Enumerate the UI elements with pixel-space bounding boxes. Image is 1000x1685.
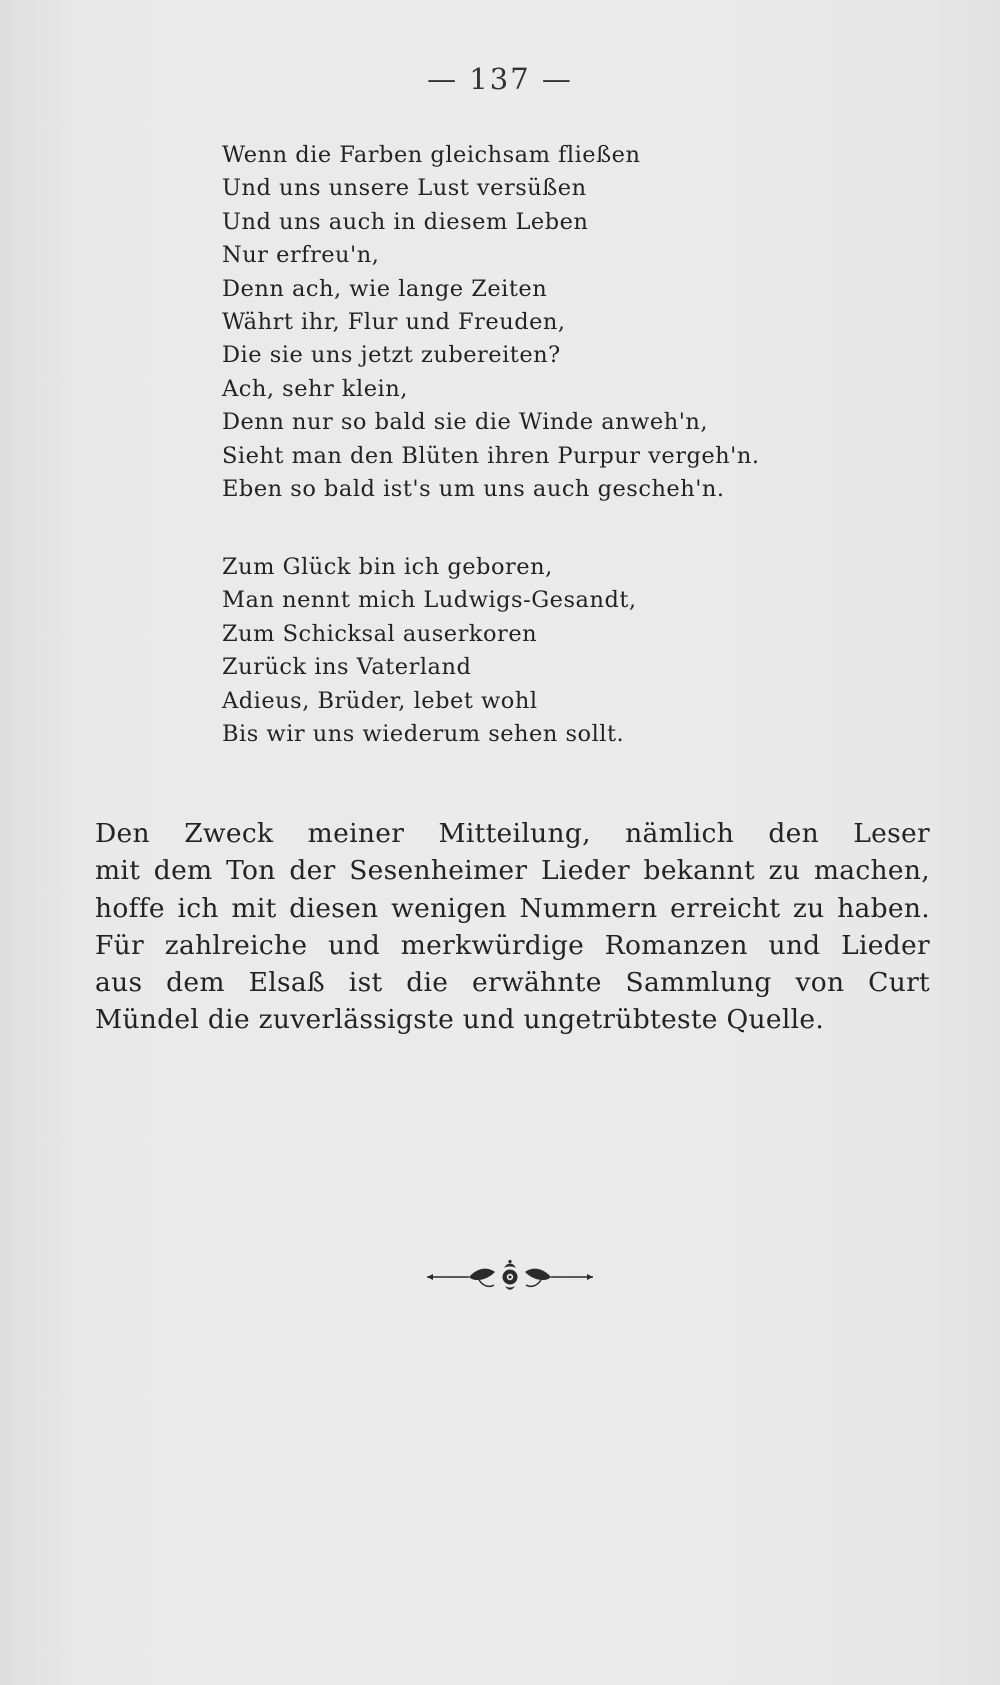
verse-line: Man nennt mich Ludwigs-Gesandt, [222, 587, 637, 614]
verse-line: Eben so bald ist's um uns auch gescheh'n. [222, 476, 725, 503]
prose-paragraph [95, 815, 930, 1039]
verse-line: Sieht man den Blüten ihren Purpur vergeh'n. [222, 442, 760, 469]
verse-line: Zum Schicksal auserkoren [222, 620, 538, 647]
floral-vignette-icon [425, 1258, 595, 1294]
verse-line: Zurück ins Vaterland [222, 654, 472, 681]
verse-line: Und uns unsere Lust versüßen [222, 175, 587, 202]
poem-stanza-2 [222, 551, 637, 751]
prose-line: Den Zweck meiner Mitteilung, nämlich den Leser [95, 818, 930, 849]
page-number: — 137 — [427, 62, 573, 96]
prose-line: Für zahlreiche und merkwürdige Romanzen und Lieder [95, 929, 930, 961]
verse-line: Adieus, Brüder, lebet wohl [222, 687, 538, 714]
poem-stanza-1 [222, 139, 760, 506]
verse-line: Ach, sehr klein, [222, 375, 408, 402]
prose-line: Mündel die zuverlässigste und ungetrübteste Quelle. [95, 1004, 825, 1036]
verse-line: Denn nur so bald sie die Winde anweh'n, [222, 409, 709, 436]
verse-line: Währt ihr, Flur und Freuden, [222, 309, 566, 336]
verse-line: Wenn die Farben gleichsam fließen [222, 142, 641, 168]
verse-line: Bis wir uns wiederum sehen sollt. [222, 721, 625, 748]
prose-line: aus dem Elsaß ist die erwähnte Sammlung von Curt [95, 967, 930, 999]
verse-line: Und uns auch in diesem Leben [222, 208, 589, 235]
prose-line: hoffe ich mit diesen wenigen Nummern erreicht zu haben. [95, 892, 930, 924]
verse-line: Denn ach, wie lange Zeiten [222, 275, 548, 302]
verse-line: Nur erfreu'n, [222, 242, 380, 269]
verse-line: Zum Glück bin ich geboren, [222, 554, 553, 580]
prose-line: mit dem Ton der Sesenheimer Lieder bekannt zu machen, [95, 855, 930, 887]
verse-line: Die sie uns jetzt zubereiten? [222, 342, 561, 369]
